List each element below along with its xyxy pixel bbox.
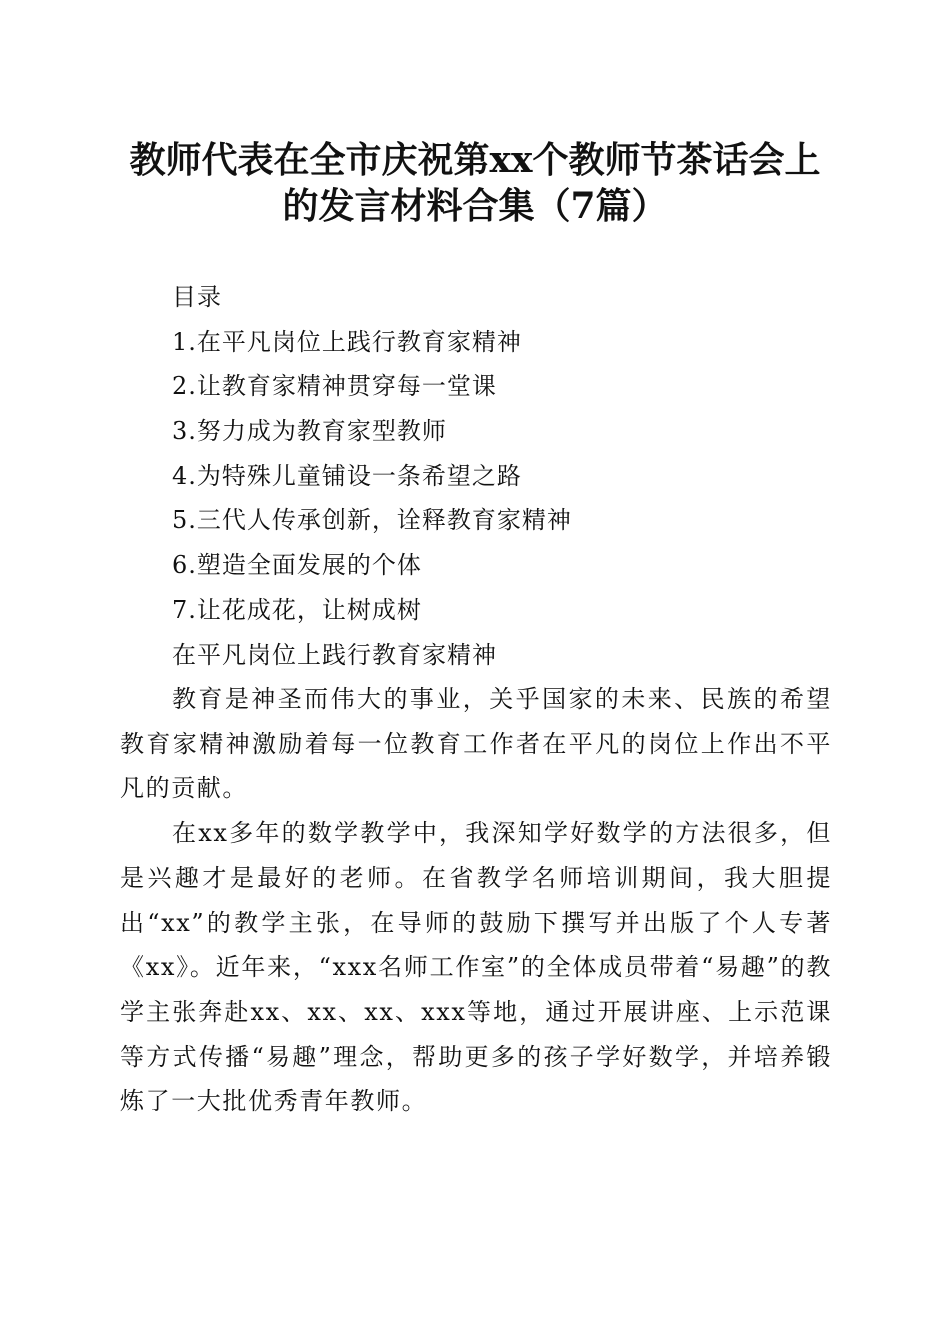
title-line-2: 的发言材料合集（7篇） bbox=[282, 185, 668, 227]
toc-item: 1.在平凡岗位上践行教育家精神 bbox=[172, 327, 522, 356]
paragraph-1: 教育是神圣而伟大的事业，关乎国家的未来、民族的希望教育家精神激励着每一位教育工作者在平凡的岗位上作出不平凡的贡献。 bbox=[120, 685, 832, 803]
table-of-contents bbox=[120, 275, 840, 677]
body-text bbox=[120, 677, 832, 1124]
paragraph-2: 在xx多年的数学教学中，我深知学好数学的方法很多，但是兴趣才是最好的老师。在省教学名师培训期间，我大胆提出“xx”的教学主张，在导师的鼓励下撰写并出版了个人专著《xx》。近年来，“xxx名师工作室”的全体成员带着“易趣”的教学主张奔赴xx、xx、xx、xxx等地，通过开展讲座、上示范课等方式传播“易趣”理念，帮助更多的孩子学好数学，并培养锻炼了一大批优秀青年教师。 bbox=[120, 819, 832, 1116]
toc-item: 6.塑造全面发展的个体 bbox=[172, 551, 422, 580]
toc-heading: 目录 bbox=[172, 283, 222, 311]
toc-item: 2.让教育家精神贯穿每一堂课 bbox=[172, 372, 497, 401]
section-heading: 在平凡岗位上践行教育家精神 bbox=[172, 640, 497, 669]
toc-item: 5.三代人传承创新，诠释教育家精神 bbox=[172, 506, 572, 535]
toc-item: 4.为特殊儿童铺设一条希望之路 bbox=[172, 461, 522, 490]
toc-item: 7.让花成花，让树成树 bbox=[172, 595, 422, 624]
title-line-1: 教师代表在全市庆祝第xx个教师节茶话会上 bbox=[129, 139, 821, 181]
document-title bbox=[100, 137, 850, 229]
toc-item: 3.努力成为教育家型教师 bbox=[172, 417, 447, 446]
